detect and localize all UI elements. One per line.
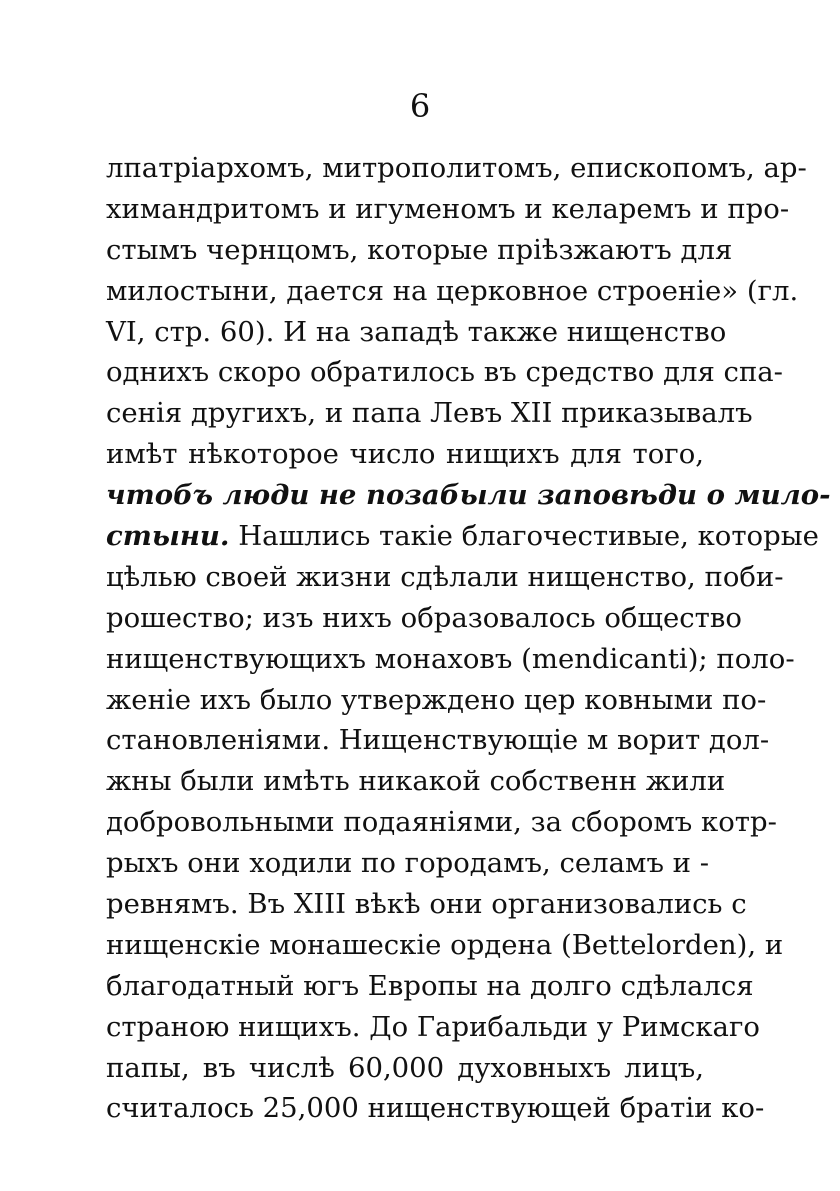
page-number: 6 — [409, 87, 431, 125]
text-line — [106, 1007, 760, 1048]
text-run: цѣлью своей жизни сдѣлали нищенство, поби- — [106, 560, 784, 593]
italic-text-run: стыни. — [106, 520, 230, 553]
text-line — [106, 475, 831, 516]
text-line — [106, 148, 807, 189]
text-run: женіе ихъ было утверждено цер ковными по- — [106, 683, 767, 716]
text-line — [106, 680, 767, 721]
text-line — [106, 884, 747, 925]
text-line — [106, 598, 742, 639]
text-run: рошество; изъ нихъ образовалось общество — [106, 601, 742, 634]
text-run: Нашлись такіе благочестивые, которые — [229, 520, 819, 553]
text-line — [106, 434, 704, 475]
text-run: ревнямъ. Въ XIII вѣкѣ они организовались с — [106, 888, 747, 921]
text-run: папы, въ числѣ 60,000 духовныхъ лицъ, — [106, 1051, 704, 1084]
text-run: стымъ чернцомъ, которые прiѣзжаютъ для — [106, 233, 733, 266]
text-run: сенія другихъ, и папа Левъ XII приказывалъ — [106, 397, 753, 430]
text-line — [106, 230, 733, 271]
text-line — [106, 720, 770, 761]
text-run: нищенскіе монашескіе ордена (Bettelorden), и — [106, 928, 784, 961]
body-text — [106, 148, 831, 1129]
text-line — [106, 1088, 765, 1129]
text-run: милостыни, дается на церковное строенiе» (гл. — [106, 274, 799, 307]
text-run: лпатріархомъ, митрополитомъ, епископомъ, ар- — [106, 152, 807, 184]
text-line — [106, 802, 777, 843]
text-line — [106, 271, 799, 312]
text-run: рыхъ они ходили по городамъ, селамъ и - — [106, 847, 710, 880]
text-line — [106, 843, 710, 884]
text-run: нищенствующихъ монаховъ (mendicanti); поло- — [106, 642, 795, 675]
text-run: однихъ скоро обратилось въ средство для спа- — [106, 356, 783, 389]
text-line — [106, 393, 753, 434]
text-run: химандритомъ и игуменомъ и келаремъ и про- — [106, 192, 790, 225]
italic-text-run: чтобъ люди не позабыли заповѣди о мило- — [106, 479, 831, 512]
text-run: считалось 25,000 нищенствующей братіи ко- — [106, 1092, 765, 1125]
text-line — [106, 925, 784, 966]
text-run: добровольными подаяніями, за сборомъ котр- — [106, 806, 777, 839]
text-run: VI, стр. 60). И на западѣ также нищенство — [106, 315, 727, 348]
text-line — [106, 516, 819, 557]
text-line — [106, 966, 754, 1007]
text-line — [106, 352, 783, 393]
text-line — [106, 557, 784, 598]
text-line — [106, 639, 795, 680]
text-run: благодатный югъ Европы на долго сдѣлался — [106, 969, 754, 1002]
text-line — [106, 312, 727, 353]
text-run: страною нищихъ. До Гарибальди у Римскаго — [106, 1010, 760, 1043]
text-line — [106, 189, 790, 230]
text-line — [106, 1048, 704, 1089]
text-run: становленіями. Нищенствующіе м ворит дол- — [106, 724, 770, 757]
text-run: жны были имѣть никакой собственн жили — [106, 765, 726, 798]
text-line — [106, 761, 726, 802]
text-run: имѣт нѣкоторое число нищихъ для того, — [106, 438, 704, 471]
